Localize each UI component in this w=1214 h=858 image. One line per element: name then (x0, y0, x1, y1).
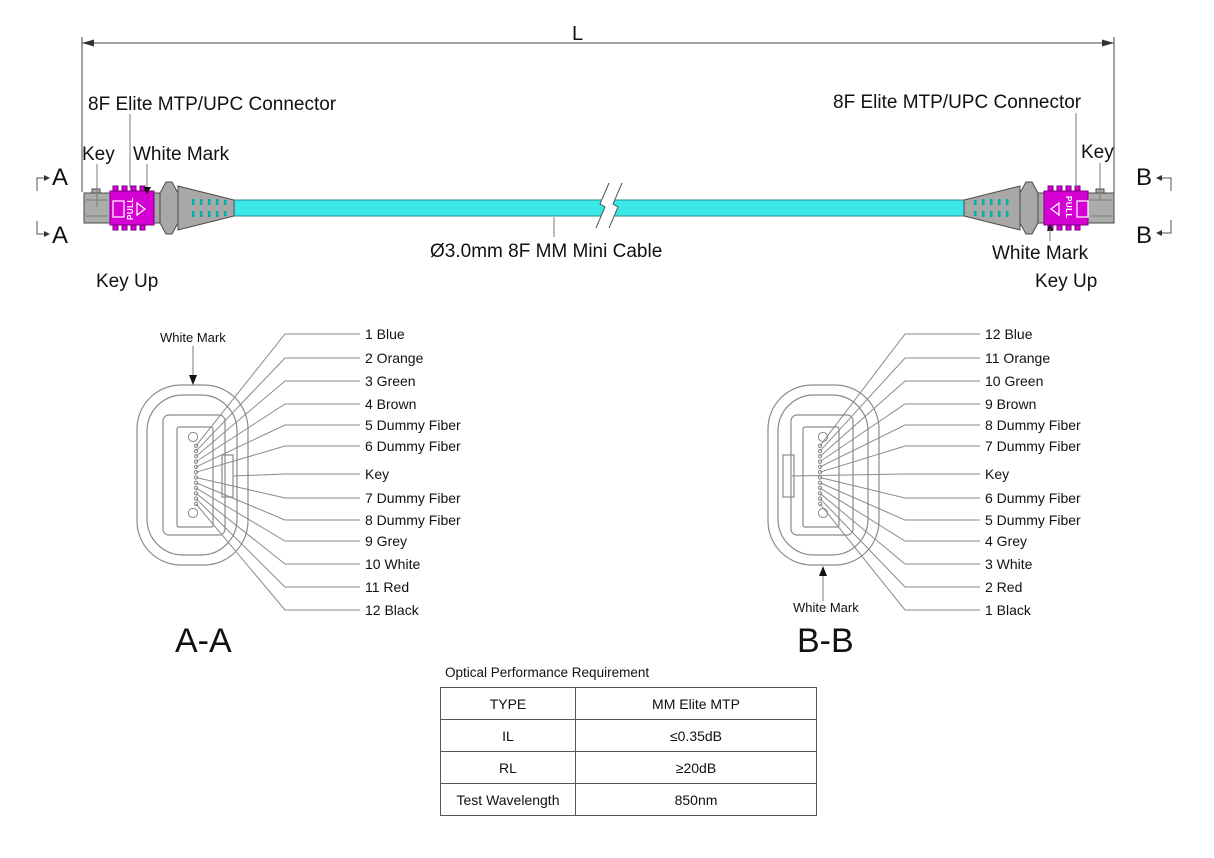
key-label-right: Key (1081, 142, 1114, 163)
section-a-bottom: A (52, 222, 69, 249)
table-cell: RL (441, 752, 576, 784)
connector-left-name: 8F Elite MTP/UPC Connector (88, 94, 337, 115)
fiber-label: 3 Green (365, 373, 416, 389)
fiber-label: 10 White (365, 556, 421, 572)
collar-right (1038, 193, 1044, 223)
fiber-label: 12 Blue (985, 326, 1033, 342)
view-title-aa: A-A (175, 622, 232, 660)
fiber-label: 6 Dummy Fiber (365, 438, 461, 454)
fiber-label: 8 Dummy Fiber (365, 512, 461, 528)
cable-callout (430, 217, 662, 262)
table-cell: ≤0.35dB (576, 720, 817, 752)
ferrule-face-aa (177, 427, 213, 527)
white-mark-label-aa: White Mark (160, 330, 226, 345)
fiber-label: 12 Black (365, 602, 419, 618)
table-row (441, 784, 817, 816)
dim-arrow-left (82, 40, 94, 47)
view-title-bb: B-B (797, 622, 854, 660)
table-cell: MM Elite MTP (576, 688, 817, 720)
section-b-bottom: B (1136, 222, 1153, 249)
white-mark-label-left: White Mark (133, 144, 230, 165)
fiber-label: 11 Orange (985, 350, 1051, 366)
white-mark-label-bb: White Mark (793, 600, 859, 615)
fiber-label: 1 Blue (365, 326, 405, 342)
optical-performance-table (440, 687, 817, 816)
collar-left (154, 193, 160, 223)
fiber-label: 5 Dummy Fiber (985, 512, 1081, 528)
table-row (441, 720, 817, 752)
fiber-label: 1 Black (985, 602, 1031, 618)
fiber-label: 4 Grey (985, 533, 1028, 549)
boot-right (964, 186, 1020, 230)
key-bump-left (92, 189, 100, 193)
fiber-label: 5 Dummy Fiber (365, 417, 461, 433)
flare-right (1020, 182, 1038, 234)
fiber-labels-bb (985, 326, 1081, 618)
fiber-label: 10 Green (985, 373, 1044, 389)
fiber-label: 9 Grey (365, 533, 408, 549)
connector-right-name: 8F Elite MTP/UPC Connector (833, 92, 1082, 113)
white-mark-label-right: White Mark (992, 243, 1089, 264)
length-label: L (572, 23, 584, 45)
ferrule-right (1088, 193, 1114, 223)
connector-right-drawing (964, 182, 1114, 234)
fiber-label: 2 Orange (365, 350, 424, 366)
table-cell: 850nm (576, 784, 817, 816)
key-up-label-left: Key Up (96, 271, 159, 292)
cable-label: Ø3.0mm 8F MM Mini Cable (430, 241, 663, 262)
fiber-label: 8 Dummy Fiber (985, 417, 1081, 433)
ferrule-face-bb (803, 427, 839, 527)
fiber-label: 9 Brown (985, 396, 1037, 412)
section-b-top: B (1136, 164, 1153, 191)
white-mark-arrow-aa (189, 375, 197, 385)
fiber-label: 7 Dummy Fiber (985, 438, 1081, 454)
key-up-label-right: Key Up (1035, 271, 1098, 292)
fiber-label: 6 Dummy Fiber (985, 490, 1081, 506)
fiber-label: Key (985, 466, 1010, 482)
table-cell: ≥20dB (576, 752, 817, 784)
table-cell: IL (441, 720, 576, 752)
leader-fan-aa (196, 334, 360, 610)
face-view-aa (137, 326, 461, 660)
table-title: Optical Performance Requirement (445, 665, 650, 680)
fiber-label: 11 Red (365, 579, 410, 595)
pull-text-right: PULL (1064, 196, 1073, 219)
section-a-top: A (52, 164, 69, 191)
table-row (441, 688, 817, 720)
table-cell: Test Wavelength (441, 784, 576, 816)
boot-left (178, 186, 234, 230)
leader-fan-bb (792, 334, 980, 610)
pull-text-left: PULL (126, 197, 135, 220)
key-label-left: Key (82, 144, 115, 165)
fiber-label: 2 Red (985, 579, 1023, 595)
flare-left (160, 182, 178, 234)
fiber-label: Key (365, 466, 390, 482)
fiber-cable (232, 200, 966, 216)
dim-arrow-right (1102, 40, 1114, 47)
optical-performance-section (440, 665, 817, 816)
face-view-bb (768, 326, 1081, 660)
fiber-label: 4 Brown (365, 396, 417, 412)
white-mark-arrow-bb (819, 566, 827, 576)
fiber-label: 3 White (985, 556, 1033, 572)
fiber-label: 7 Dummy Fiber (365, 490, 461, 506)
connector-left-drawing (84, 182, 234, 234)
table-cell: TYPE (441, 688, 576, 720)
fiber-labels-aa (365, 326, 461, 618)
table-row (441, 752, 817, 784)
